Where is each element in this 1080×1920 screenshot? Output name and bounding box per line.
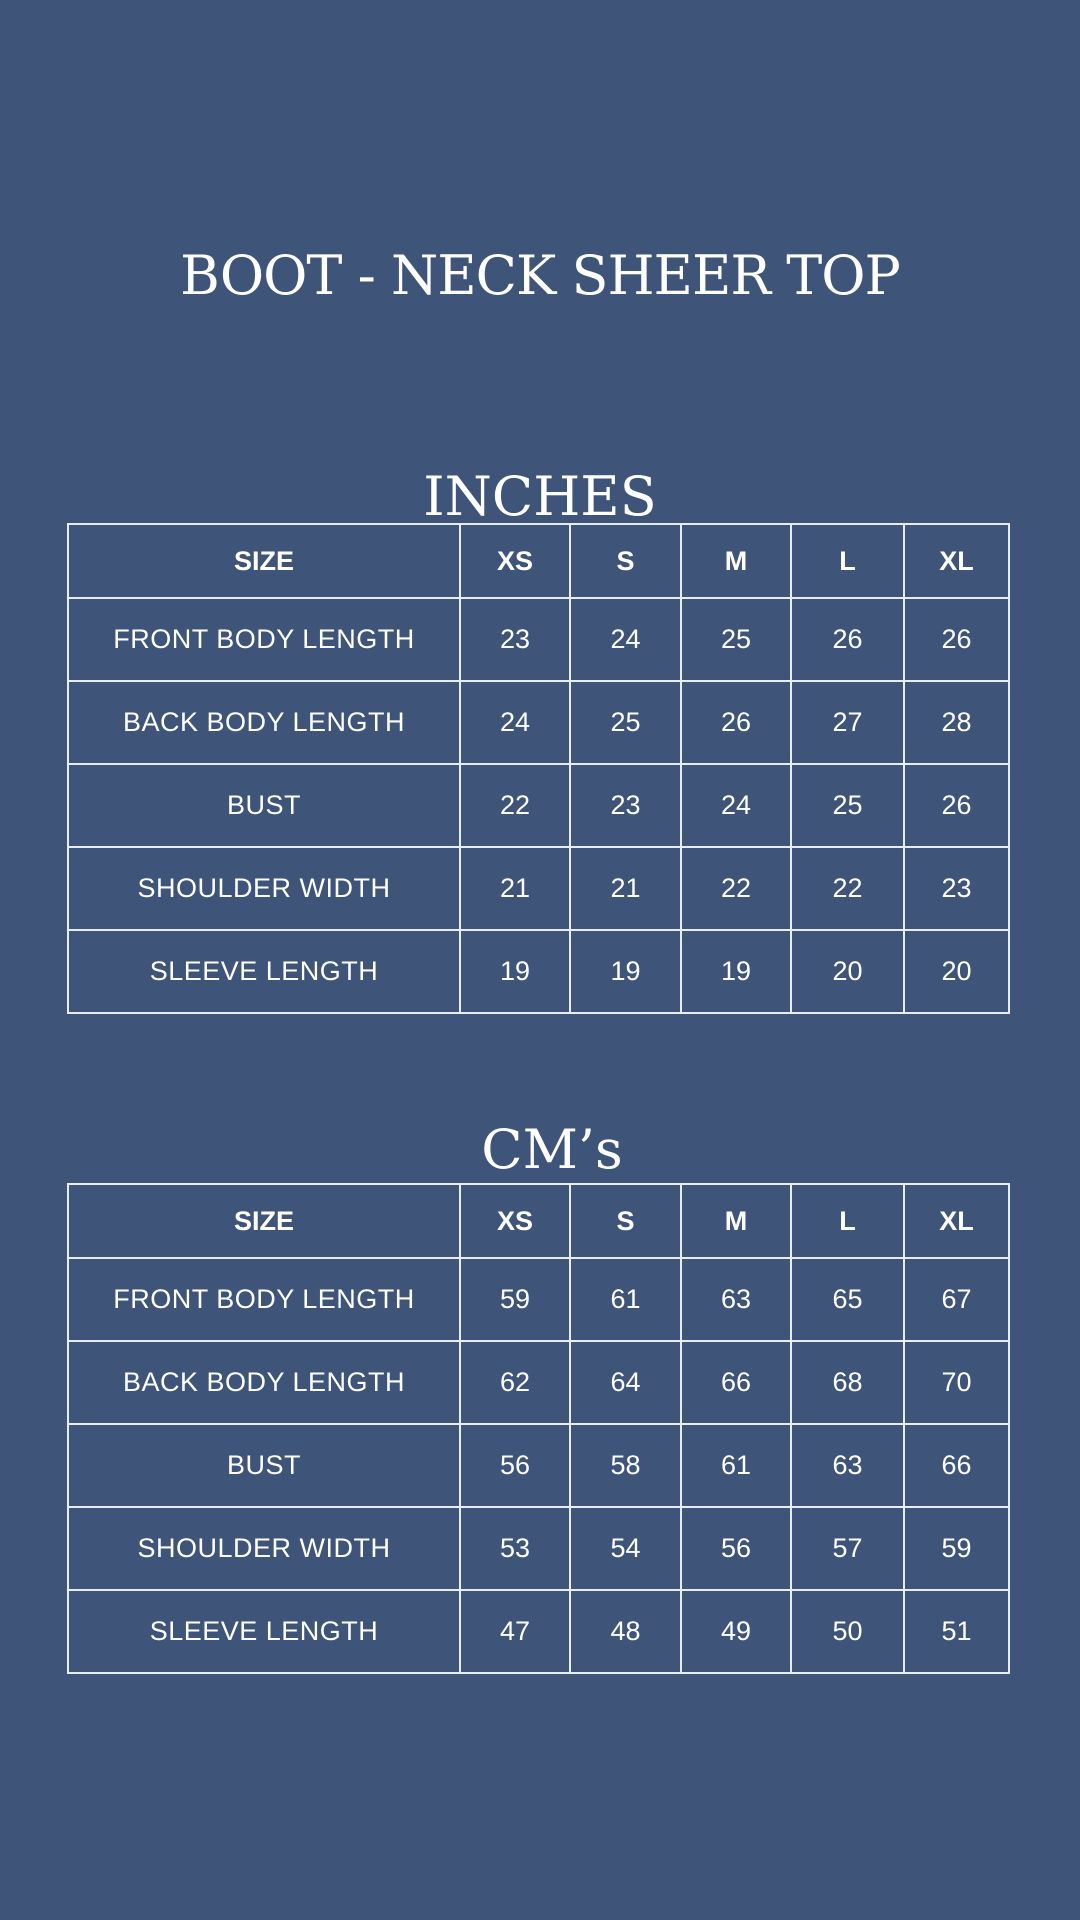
table-cell: 48 [570, 1590, 681, 1673]
size-s-header: S [570, 524, 681, 598]
table-row [68, 930, 1009, 1013]
row-label: SHOULDER WIDTH [68, 847, 460, 930]
table-row [68, 1258, 1009, 1341]
table-cell: 26 [681, 681, 791, 764]
page-title: BOOT - NECK SHEER TOP [180, 244, 900, 308]
size-m-header: M [681, 524, 791, 598]
table-cell: 26 [904, 598, 1009, 681]
table-cell: 24 [570, 598, 681, 681]
table-cell: 19 [681, 930, 791, 1013]
table-cell: 67 [904, 1258, 1009, 1341]
table-cell: 25 [681, 598, 791, 681]
table-header-row [68, 524, 1009, 598]
table-cell: 53 [460, 1507, 570, 1590]
row-label: SLEEVE LENGTH [68, 1590, 460, 1673]
table-row [68, 1507, 1009, 1590]
table-row [68, 1341, 1009, 1424]
table-cell: 58 [570, 1424, 681, 1507]
cms-heading: CM’s [481, 1117, 623, 1181]
table-cell: 24 [460, 681, 570, 764]
table-cell: 50 [791, 1590, 904, 1673]
table-cell: 62 [460, 1341, 570, 1424]
table-cell: 59 [904, 1507, 1009, 1590]
table-cell: 56 [460, 1424, 570, 1507]
size-m-header: M [681, 1184, 791, 1258]
inches-heading: INCHES [423, 464, 657, 528]
table-cell: 26 [791, 598, 904, 681]
size-s-header: S [570, 1184, 681, 1258]
inches-size-table [67, 523, 1010, 1014]
size-header: SIZE [68, 1184, 460, 1258]
table-row [68, 764, 1009, 847]
table-cell: 24 [681, 764, 791, 847]
table-cell: 25 [791, 764, 904, 847]
size-xl-header: XL [904, 524, 1009, 598]
table-cell: 20 [791, 930, 904, 1013]
table-cell: 26 [904, 764, 1009, 847]
row-label: FRONT BODY LENGTH [68, 1258, 460, 1341]
table-cell: 64 [570, 1341, 681, 1424]
table-cell: 19 [460, 930, 570, 1013]
table-cell: 49 [681, 1590, 791, 1673]
table-row [68, 1590, 1009, 1673]
row-label: SHOULDER WIDTH [68, 1507, 460, 1590]
table-row [68, 847, 1009, 930]
size-xl-header: XL [904, 1184, 1009, 1258]
table-cell: 68 [791, 1341, 904, 1424]
table-cell: 23 [904, 847, 1009, 930]
table-cell: 65 [791, 1258, 904, 1341]
table-cell: 47 [460, 1590, 570, 1673]
table-row [68, 1424, 1009, 1507]
table-cell: 59 [460, 1258, 570, 1341]
table-cell: 21 [460, 847, 570, 930]
table-cell: 28 [904, 681, 1009, 764]
table-cell: 70 [904, 1341, 1009, 1424]
row-label: FRONT BODY LENGTH [68, 598, 460, 681]
cms-size-table [67, 1183, 1010, 1674]
table-cell: 19 [570, 930, 681, 1013]
table-cell: 25 [570, 681, 681, 764]
table-cell: 22 [460, 764, 570, 847]
row-label: BACK BODY LENGTH [68, 681, 460, 764]
table-cell: 54 [570, 1507, 681, 1590]
table-cell: 51 [904, 1590, 1009, 1673]
row-label: BACK BODY LENGTH [68, 1341, 460, 1424]
table-header-row [68, 1184, 1009, 1258]
row-label: BUST [68, 764, 460, 847]
size-xs-header: XS [460, 1184, 570, 1258]
table-cell: 66 [904, 1424, 1009, 1507]
table-cell: 63 [791, 1424, 904, 1507]
table-row [68, 598, 1009, 681]
table-cell: 61 [570, 1258, 681, 1341]
table-cell: 23 [460, 598, 570, 681]
size-l-header: L [791, 1184, 904, 1258]
table-cell: 23 [570, 764, 681, 847]
table-cell: 66 [681, 1341, 791, 1424]
size-header: SIZE [68, 524, 460, 598]
size-l-header: L [791, 524, 904, 598]
table-row [68, 681, 1009, 764]
row-label: SLEEVE LENGTH [68, 930, 460, 1013]
table-cell: 22 [791, 847, 904, 930]
table-cell: 63 [681, 1258, 791, 1341]
row-label: BUST [68, 1424, 460, 1507]
table-cell: 21 [570, 847, 681, 930]
table-cell: 20 [904, 930, 1009, 1013]
size-xs-header: XS [460, 524, 570, 598]
table-cell: 61 [681, 1424, 791, 1507]
table-cell: 22 [681, 847, 791, 930]
table-cell: 56 [681, 1507, 791, 1590]
table-cell: 57 [791, 1507, 904, 1590]
table-cell: 27 [791, 681, 904, 764]
